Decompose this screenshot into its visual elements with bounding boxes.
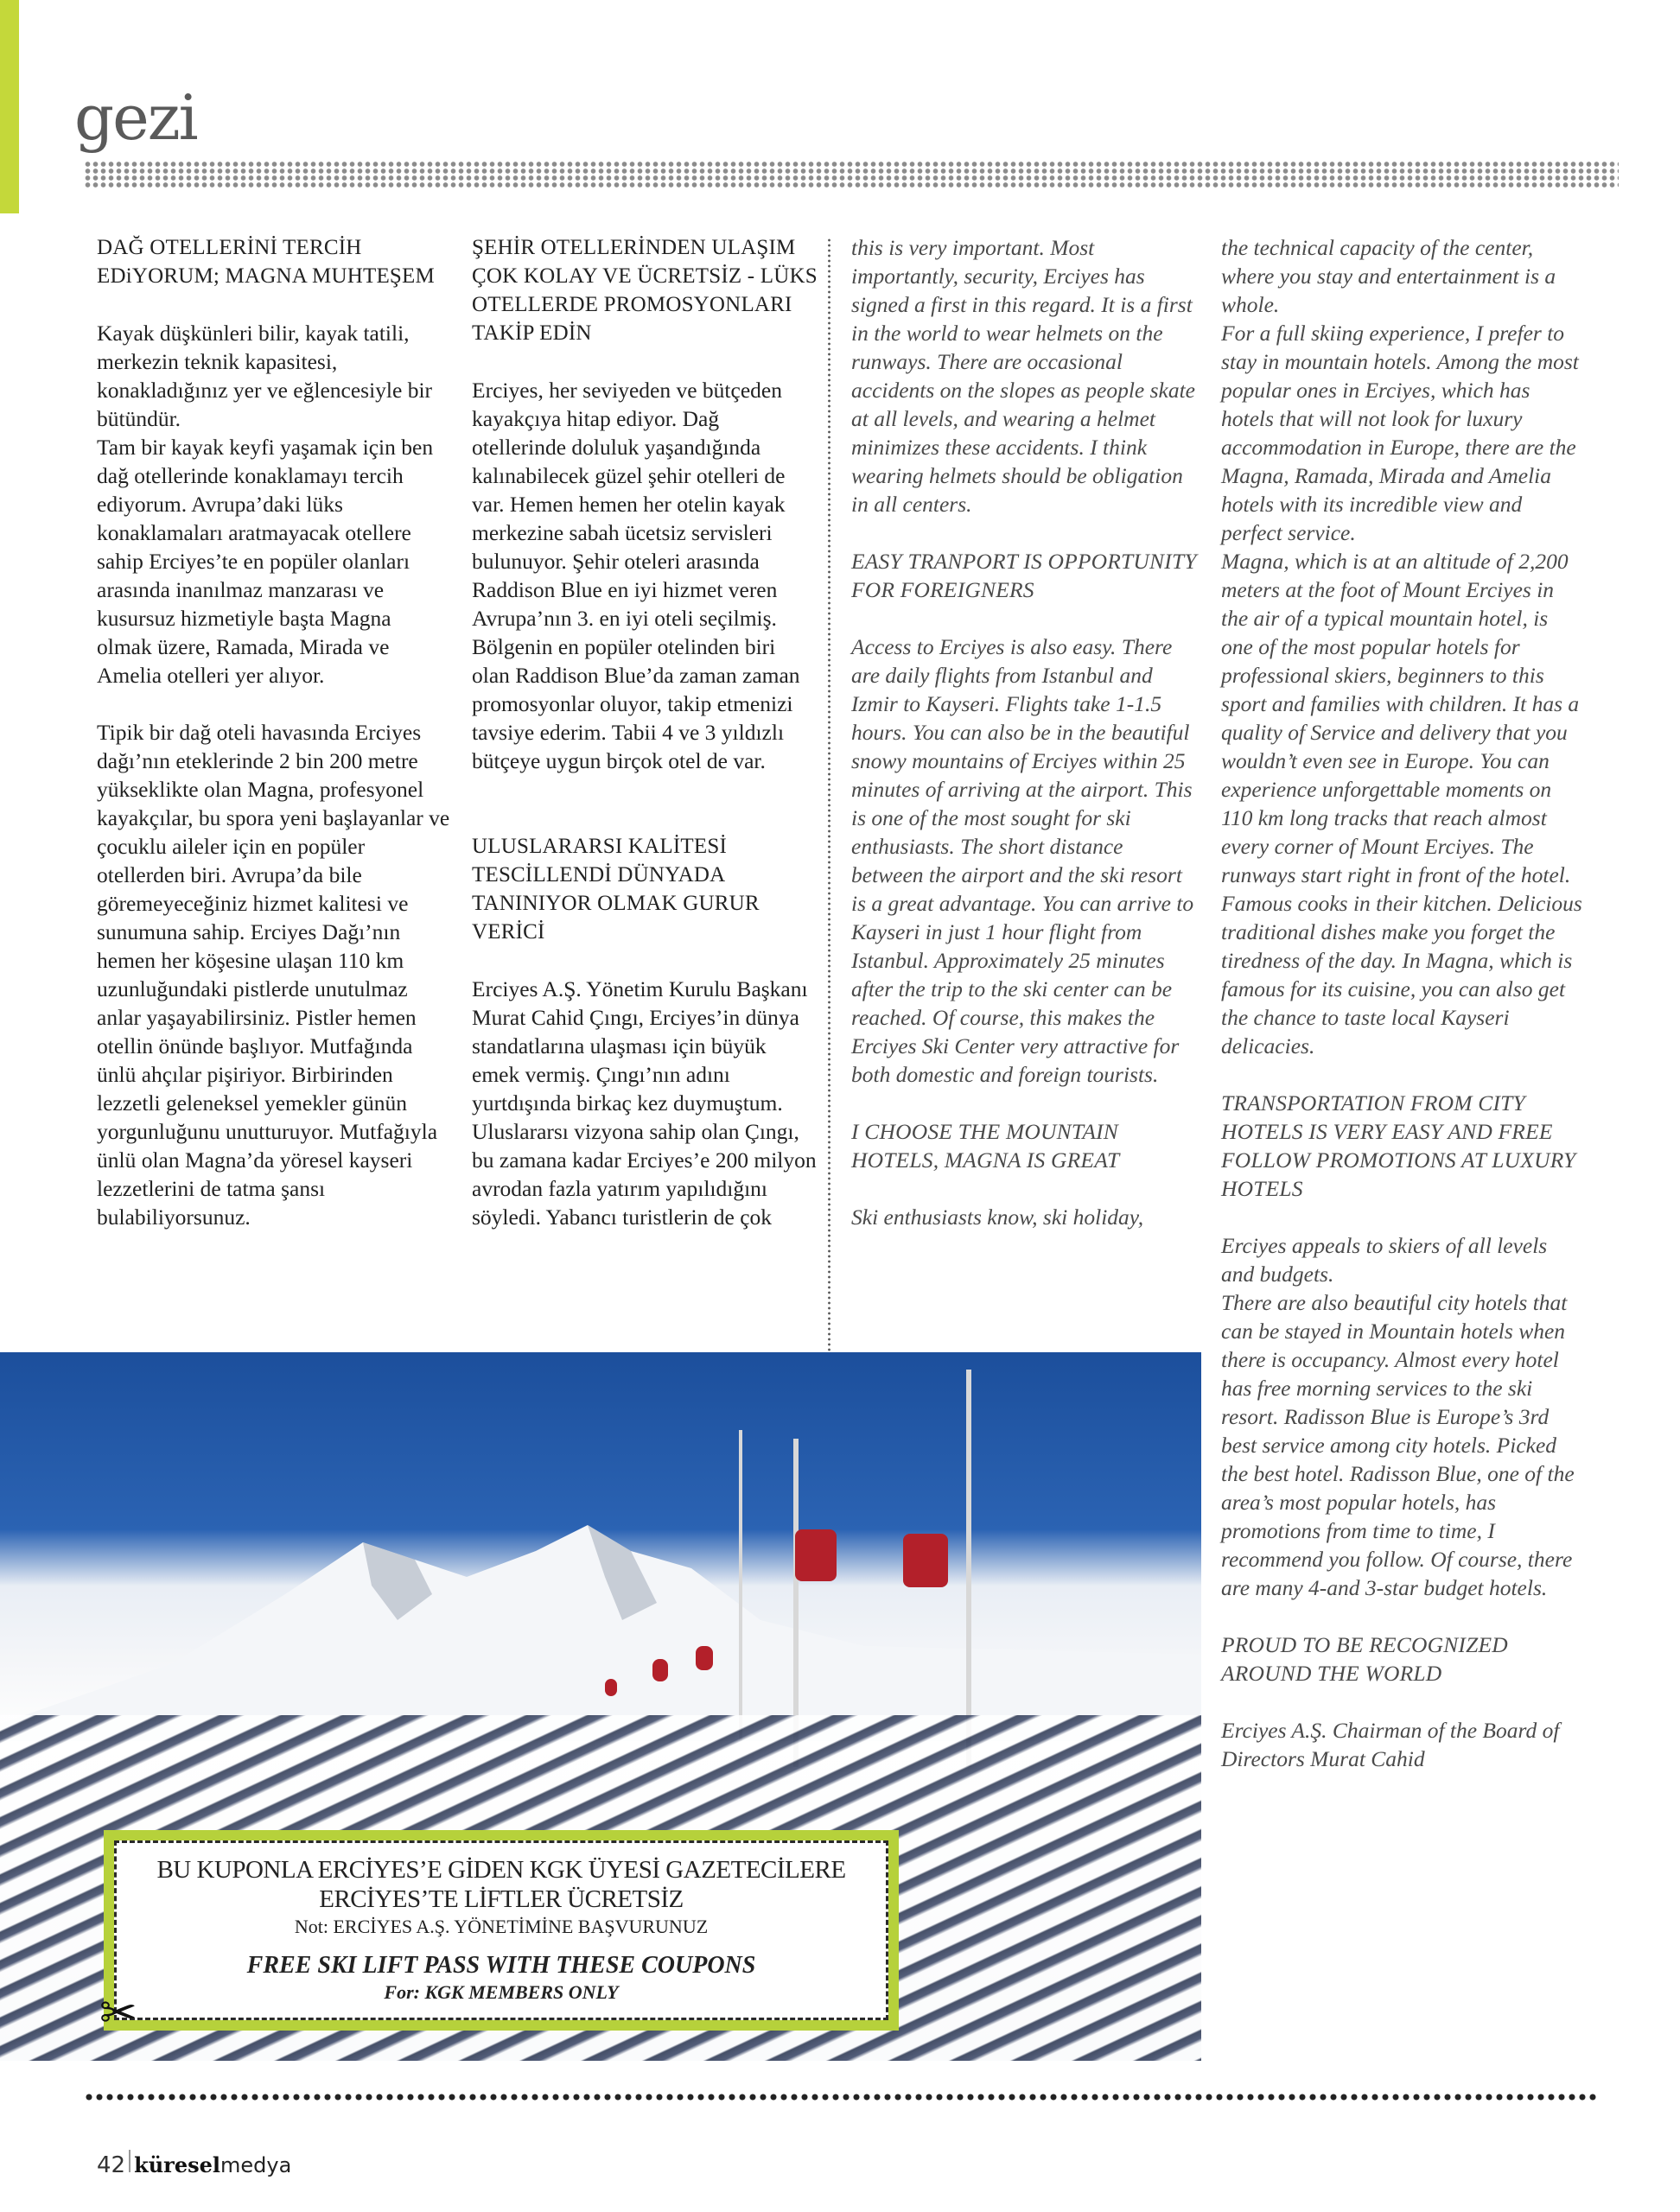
paragraph: Tam bir kayak keyfi yaşamak için ben dağ otellerinde konaklamayı tercih ediyorum. Avrupa’daki lüks konaklamaları aratmayacak otellere sahip Erciyes’te en popüler olanları arasında inanılmaz manzarası ve kusursuz hizmetiyle başta Magna olmak üzere, Ramada, Mirada ve Amelia otelleri yer alıyor. (97, 435, 434, 688)
column-heading: I CHOOSE THE MOUNTAIN HOTELS, MAGNA IS GREAT (851, 1119, 1120, 1173)
column-heading: ULUSLARARSI KALİTESİ TESCİLLENDİ DÜNYADA TANINIYOR OLMAK GURUR VERİCİ (472, 835, 760, 944)
header-dot-divider (84, 161, 1619, 188)
paragraph: Erciyes, her seviyeden ve bütçeden kayakçıya hitap ediyor. Dağ otellerinde doluluk yaşandığında kalınabilecek güzel şehir otelleri de var. Hemen hemen her otelin kayak merkezine sabah ücetsiz servisleri bulunuyor. Şehir oteleri arasında Raddison Blue en iyi hizmet veren Avrupa’nın 3. en iyi oteli seçilmiş. Bölgenin en popüler otelinden biri olan Raddison Blue’da zaman zaman promosyonlar oluyor, takip etmenizi tavsiye ederim. Tabii 4 ve 3 yıldızlı bütçeye uygun birçok otel de var. (472, 378, 800, 773)
paragraph: the technical capacity of the center, where you stay and entertainment is a whole. (1221, 235, 1556, 317)
brand-logo-bold: küresel (134, 2152, 220, 2177)
article-column-2 (472, 233, 818, 1231)
column-dotted-separator (828, 238, 830, 1352)
footer-separator (129, 2150, 130, 2172)
coupon-english-title: FREE SKI LIFT PASS WITH THESE COUPONS (246, 1952, 756, 1979)
gondola-cabin (795, 1529, 837, 1581)
page-footer (97, 2150, 291, 2178)
coupon-line-2: ERCİYES’TE LİFTLER ÜCRETSİZ (319, 1885, 684, 1913)
article-column-1 (97, 233, 451, 1231)
paragraph: Erciyes A.Ş. Chairman of the Board of Directors Murat Cahid (1221, 1718, 1560, 1771)
page-number: 42 (97, 2152, 126, 2178)
paragraph: Erciyes A.Ş. Yönetim Kurulu Başkanı Murat Cahid Çıngı, Erciyes’in dünya standatlarına ulaşması için büyük emek vermiş. Çıngı’nın adını yurtdışında birkaç kez duymuştum. Uluslararsı vizyona sahip olan Çıngı, bu zamana kadar Erciyes’e 200 milyon avrodan fazla yatırım yapılıdığını söyledi. Yabancı turistlerin de çok (472, 976, 817, 1230)
ski-pass-coupon (99, 1830, 899, 2038)
paragraph: Ski enthusiasts know, ski holiday, (851, 1205, 1144, 1230)
coupon-line-1: BU KUPONLA ERCİYES’E GİDEN KGK ÜYESİ GAZETECİLERE (156, 1856, 846, 1884)
paragraph: For a full skiing experience, I prefer to stay in mountain hotels. Among the most popular ones in Erciyes, which has hotels that will not look for luxury accommodation in Europe, there are the Magna, Ramada, Mirada and Amelia hotels with its incredible view and perfect service. (1221, 321, 1579, 545)
coupon-cut-area (99, 1840, 888, 2038)
paragraph: Magna, which is at an altitude of 2,200 meters at the foot of Mount Erciyes in the air of a typical mountain hotel, is one of the most popular hotels for professional skiers, beginners to this sport and families with children. It has a quality of Service and delivery that you wouldn’t even see in Europe. You can experience unforgettable moments on 110 km long tracks that reach almost every corner of Mount Erciyes. The runways start right in front of the hotel. Famous cooks in their kitchen. Delicious traditional dishes make you forget the tiredness of the day. In Magna, which is famous for its cuisine, you can also get the chance to taste local Kayseri delicacies. (1221, 549, 1582, 1058)
paragraph: Erciyes appeals to skiers of all levels and budgets. (1221, 1233, 1548, 1287)
paragraph: this is very important. Most importantly, security, Erciyes has signed a first in this regard. It is a first in the world to wear helmets on the runways. There are occasional accidents on the slopes as people skate at all levels, and wearing a helmet minimizes these accidents. I think wearing helmets should be obligation in all centers. (851, 235, 1195, 517)
scissors-icon: ✂ (99, 1989, 137, 2038)
gondola-cabin (652, 1659, 668, 1681)
column-heading: PROUD TO BE RECOGNIZED AROUND THE WORLD (1221, 1632, 1508, 1686)
section-title: gezi (74, 81, 197, 154)
gondola-cabin (605, 1679, 617, 1696)
mountain-illustration (0, 1499, 1201, 1741)
brand-logo-light: medya (220, 2153, 292, 2177)
section-accent-bar (0, 0, 19, 213)
column-heading: ŞEHİR OTELLERİNDEN ULAŞIM ÇOK KOLAY VE ÜCRETSİZ - LÜKS OTELLERDE PROMOSYONLARI TAKİP EDİN (472, 236, 818, 345)
footer-dot-divider (84, 2093, 1596, 2101)
paragraph: Access to Erciyes is also easy. There are daily flights from Istanbul and Izmir to Kayseri. Flights take 1-1.5 hours. You can also be in the beautiful snowy mountains of Erciyes within 25 minutes of arriving at the airport. This is one of the most sought for ski enthusiasts. The short distance between the airport and the ski resort is a great advantage. You can arrive to Kayseri in just 1 hour flight from Istanbul. Approximately 25 minutes after the trip to the ski center can be reached. Of course, this makes the Erciyes Ski Center very attractive for both domestic and foreign tourists. (851, 634, 1194, 1087)
paragraph: Tipik bir dağ oteli havasında Erciyes dağı’nın eteklerinde 2 bin 200 metre yükseklikte olan Magna, profesyonel kayakçılar, bu spora yeni başlayanlar ve çocuklu aileler için en popüler otellerden biri. Avrupa’da bile göremeyeceğiniz hizmet kalitesi ve sunumuna sahip. Erciyes Dağı’nın hemen her köşesine ulaşan 110 km uzunluğundaki pistlerde unutulmaz anlar yaşayabilirsiniz. Pistler hemen otellin önünde başlıyor. Mutfağında ünlü ahçılar pişiriyor. Birbirinden lezzetli geleneksel yemekler günün yorgunluğunu unutturuyor. Mutfağıyla ünlü olan Magna’da yöresel kayseri lezzetlerini de tatma şansı bulabiliyorsunuz. (97, 720, 450, 1230)
gondola-cabin (696, 1646, 713, 1670)
article-column-4 (1221, 233, 1584, 1773)
coupon-english-subtitle: For: KGK MEMBERS ONLY (384, 1981, 619, 2003)
column-heading: TRANSPORTATION FROM CITY HOTELS IS VERY EASY AND FREE FOLLOW PROMOTIONS AT LUXURY HOTELS (1221, 1090, 1576, 1201)
paragraph: There are also beautiful city hotels that can be stayed in Mountain hotels when there is occupancy. Almost every hotel has free morning services to the ski resort. Radisson Blue is Europe’s 3rd best service among city hotels. Picked the best hotel. Radisson Blue, one of the area’s most popular hotels, has promotions from time to time, I recommend you follow. Of course, there are many 4-and 3-star budget hotels. (1221, 1290, 1575, 1600)
paragraph: Kayak düşkünleri bilir, kayak tatili, merkezin teknik kapasitesi, konakladığınız yer ve eğlencesiyle bir bütündür. (97, 321, 433, 431)
coupon-note: Not: ERCİYES A.Ş. YÖNETİMİNE BAŞVURUNUZ (294, 1916, 709, 1937)
column-heading: DAĞ OTELLERİNİ TERCİH EDiYORUM; MAGNA MUHTEŞEM (97, 236, 435, 288)
gondola-cabin (903, 1534, 948, 1587)
article-column-3 (851, 233, 1197, 1231)
column-heading: EASY TRANPORT IS OPPORTUNITY FOR FOREIGNERS (851, 549, 1197, 602)
